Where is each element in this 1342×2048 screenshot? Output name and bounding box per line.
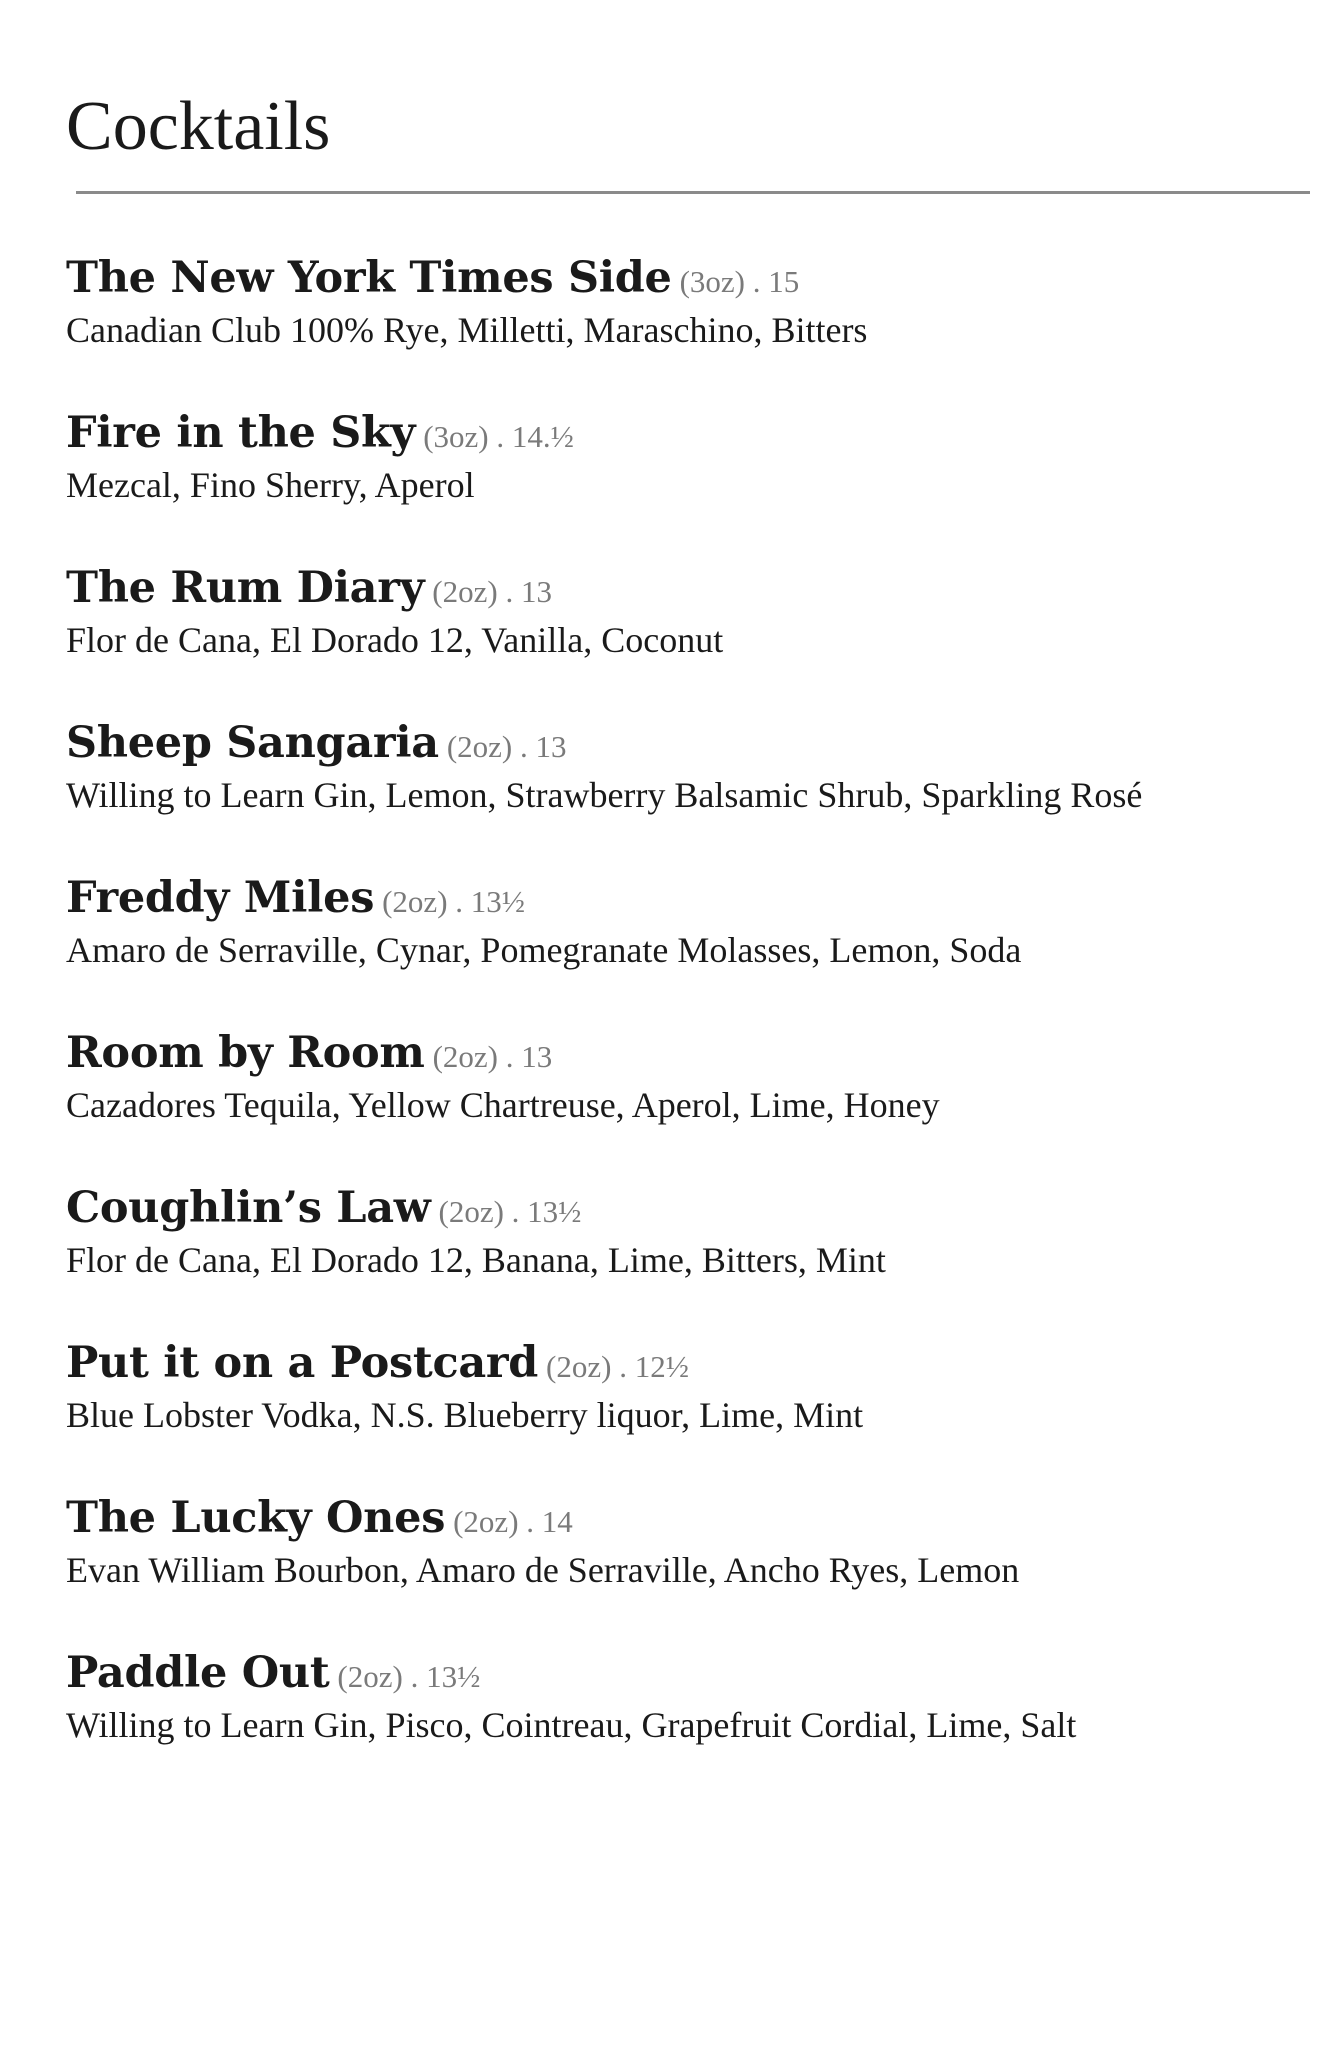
cocktail-ingredients: Evan William Bourbon, Amaro de Serraville, Ancho Ryes, Lemon — [66, 1550, 1020, 1590]
cocktail-ingredients: Flor de Cana, El Dorado 12, Vanilla, Coconut — [66, 620, 724, 660]
cocktail-ingredients: Amaro de Serraville, Cynar, Pomegranate Molasses, Lemon, Soda — [66, 930, 1022, 970]
cocktail-ingredients: Cazadores Tequila, Yellow Chartreuse, Aperol, Lime, Honey — [66, 1085, 940, 1125]
cocktail-ingredients: Willing to Learn Gin, Lemon, Strawberry Balsamic Shrub, Sparkling Rosé — [66, 775, 1143, 815]
cocktail-size-price: (2oz) . 13½ — [337, 1659, 481, 1694]
cocktail-size-price: (2oz) . 13½ — [382, 884, 526, 919]
cocktail-item — [66, 248, 1316, 403]
cocktail-size-price: (2oz) . 13 — [432, 1039, 553, 1074]
cocktail-item — [66, 1333, 1316, 1488]
cocktail-size-price: (3oz) . 15 — [679, 264, 800, 299]
cocktail-item — [66, 868, 1316, 1023]
cocktail-heading — [66, 868, 1316, 928]
cocktail-item — [66, 1643, 1316, 1798]
cocktail-ingredients: Mezcal, Fino Sherry, Aperol — [66, 465, 475, 505]
cocktail-name: Put it on a Postcard — [66, 1338, 539, 1388]
cocktail-size-price: (2oz) . 13½ — [438, 1194, 582, 1229]
cocktail-ingredients: Flor de Cana, El Dorado 12, Banana, Lime, Bitters, Mint — [66, 1240, 886, 1280]
cocktail-size-price: (2oz) . 14 — [453, 1504, 573, 1539]
cocktail-name: Freddy Miles — [66, 873, 375, 923]
cocktail-size-price: (2oz) . 13 — [446, 729, 567, 764]
cocktail-ingredients: Blue Lobster Vodka, N.S. Blueberry liquor, Lime, Mint — [66, 1395, 864, 1435]
cocktail-heading — [66, 713, 1316, 773]
cocktail-ingredients: Willing to Learn Gin, Pisco, Cointreau, Grapefruit Cordial, Lime, Salt — [66, 1705, 1077, 1745]
cocktail-item — [66, 1488, 1316, 1643]
cocktail-name: Paddle Out — [66, 1648, 330, 1698]
cocktail-heading — [66, 1643, 1316, 1703]
cocktail-name: The Lucky Ones — [66, 1493, 446, 1543]
cocktail-name: The Rum Diary — [66, 563, 425, 613]
cocktail-heading — [66, 1333, 1316, 1393]
cocktail-size-price: (3oz) . 14.½ — [423, 419, 574, 454]
cocktail-name: Room by Room — [66, 1028, 425, 1078]
cocktail-item — [66, 713, 1316, 868]
cocktail-name: Fire in the Sky — [66, 408, 416, 458]
cocktail-heading — [66, 558, 1316, 618]
cocktail-list — [66, 248, 1316, 1798]
section-title: Cocktails — [66, 88, 331, 165]
cocktail-ingredients: Canadian Club 100% Rye, Milletti, Maraschino, Bitters — [66, 310, 868, 350]
title-divider — [76, 191, 1310, 194]
cocktail-heading — [66, 1488, 1316, 1548]
cocktail-name: Sheep Sangaria — [66, 718, 439, 768]
cocktail-size-price: (2oz) . 12½ — [546, 1349, 689, 1384]
cocktail-heading — [66, 1023, 1316, 1083]
cocktail-item — [66, 558, 1316, 713]
cocktail-heading — [66, 1178, 1316, 1238]
cocktail-item — [66, 403, 1316, 558]
cocktail-item — [66, 1178, 1316, 1333]
cocktail-heading — [66, 403, 1316, 463]
cocktail-name: The New York Times Side — [66, 253, 672, 303]
cocktail-name: Coughlin’s Law — [66, 1183, 431, 1233]
cocktail-size-price: (2oz) . 13 — [432, 574, 552, 609]
cocktail-heading — [66, 248, 1316, 308]
cocktail-item — [66, 1023, 1316, 1178]
